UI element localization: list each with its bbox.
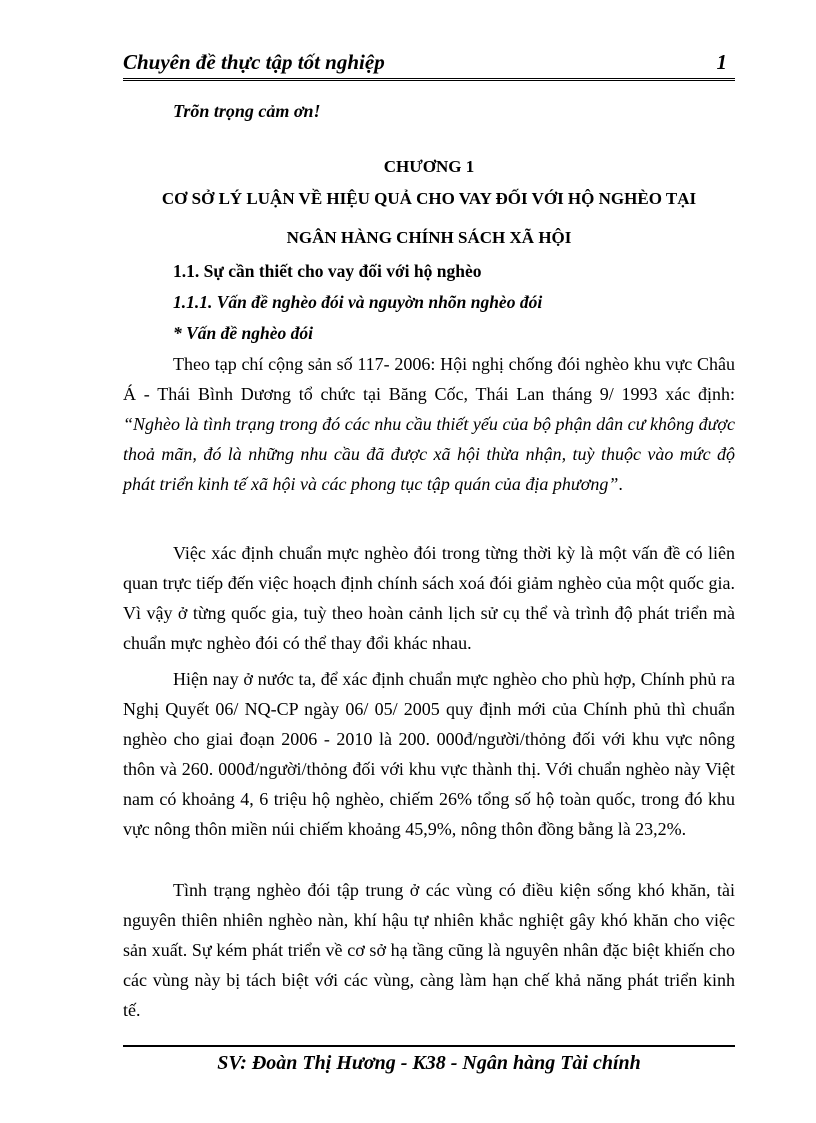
- closing-thanks: Trõn trọng cảm ơn!: [173, 101, 321, 121]
- paragraph-1: [123, 349, 735, 499]
- paragraph-1-end: .: [618, 474, 623, 494]
- paragraph-4: Tình trạng nghèo đói tập trung ở các vùng có điều kiện sống khó khăn, tài nguyên thiên nhiên nghèo nàn, khí hậu tự nhiên khắc nghiệt gây khó khăn cho việc sản xuất. Sự kém phát triển về cơ sở hạ tầng cũng là nguyên nhân đặc biệt khiến cho các vùng này bị tách biệt với các vùng, càng làm hạn chế khả năng phát triển kinh tế.: [123, 880, 735, 1020]
- chapter-title-line1: CƠ SỞ LÝ LUẬN VỀ HIỆU QUẢ CHO VAY ĐỐI VỚI HỘ NGHÈO TẠI: [161, 189, 697, 208]
- footer-rule: [123, 1045, 735, 1047]
- page-number: 1: [716, 50, 727, 74]
- section-1-1-1-heading: 1.1.1. Vấn đề nghèo đói và nguyờn nhõn nghèo đói: [173, 292, 543, 312]
- paragraph-3: Hiện nay ở nước ta, để xác định chuẩn mực nghèo cho phù hợp, Chính phủ ra Nghị Quyết 06/ NQ-CP ngày 06/ 05/ 2005 quy định mới của Chính phủ thì chuẩn nghèo cho giai đoạn 2006 - 2010 là 200. 000đ/người/thỏng đối với khu vực nông thôn và 260. 000đ/người/thỏng đối với khu vực thành thị. Với chuẩn nghèo này Việt nam có khoảng 4, 6 triệu hộ nghèo, chiếm 26% tổng số hộ toàn quốc, trong đó khu vực nông thôn miền núi chiếm khoảng 45,9%, nông thôn đồng bằng là 23,2%.: [123, 669, 735, 839]
- paragraph-2: Việc xác định chuẩn mực nghèo đói trong từng thời kỳ là một vấn đề có liên quan trực tiếp đến việc hoạch định chính sách xoá đói giảm nghèo của một quốc gia. Vì vậy ở từng quốc gia, tuỳ theo hoàn cảnh lịch sử cụ thể và trình độ phát triển mà chuẩn mực nghèo đói có thể thay đổi khác nhau.: [123, 543, 735, 653]
- paragraph-1-quote: “Nghèo là tình trạng trong đó các nhu cầu thiết yếu của bộ phận dân cư không được thoả mãn, đó là những nhu cầu đã được xã hội thừa nhận, tuỳ thuộc vào mức độ phát triển kinh tế xã hội và các phong tục tập quán của địa phương”: [123, 414, 735, 494]
- section-1-1-heading: 1.1. Sự cần thiết cho vay đối với hộ nghèo: [173, 261, 482, 281]
- page-footer: SV: Đoàn Thị Hương - K38 - Ngân hàng Tài chính: [217, 1052, 641, 1074]
- paragraph-1-intro: Theo tạp chí cộng sản số 117- 2006: Hội nghị chống đói nghèo khu vực Châu Á - Thái Bình Dương tổ chức tại Băng Cốc, Thái Lan tháng 9/ 1993 xác định:: [123, 354, 735, 404]
- page-header: [123, 50, 735, 81]
- chapter-title-line2: NGÂN HÀNG CHÍNH SÁCH XÃ HỘI: [286, 228, 572, 247]
- bullet-heading: * Vấn đề nghèo đói: [173, 323, 314, 343]
- chapter-label: CHƯƠNG 1: [383, 157, 475, 176]
- header-title: Chuyên đề thực tập tốt nghiệp: [123, 50, 385, 74]
